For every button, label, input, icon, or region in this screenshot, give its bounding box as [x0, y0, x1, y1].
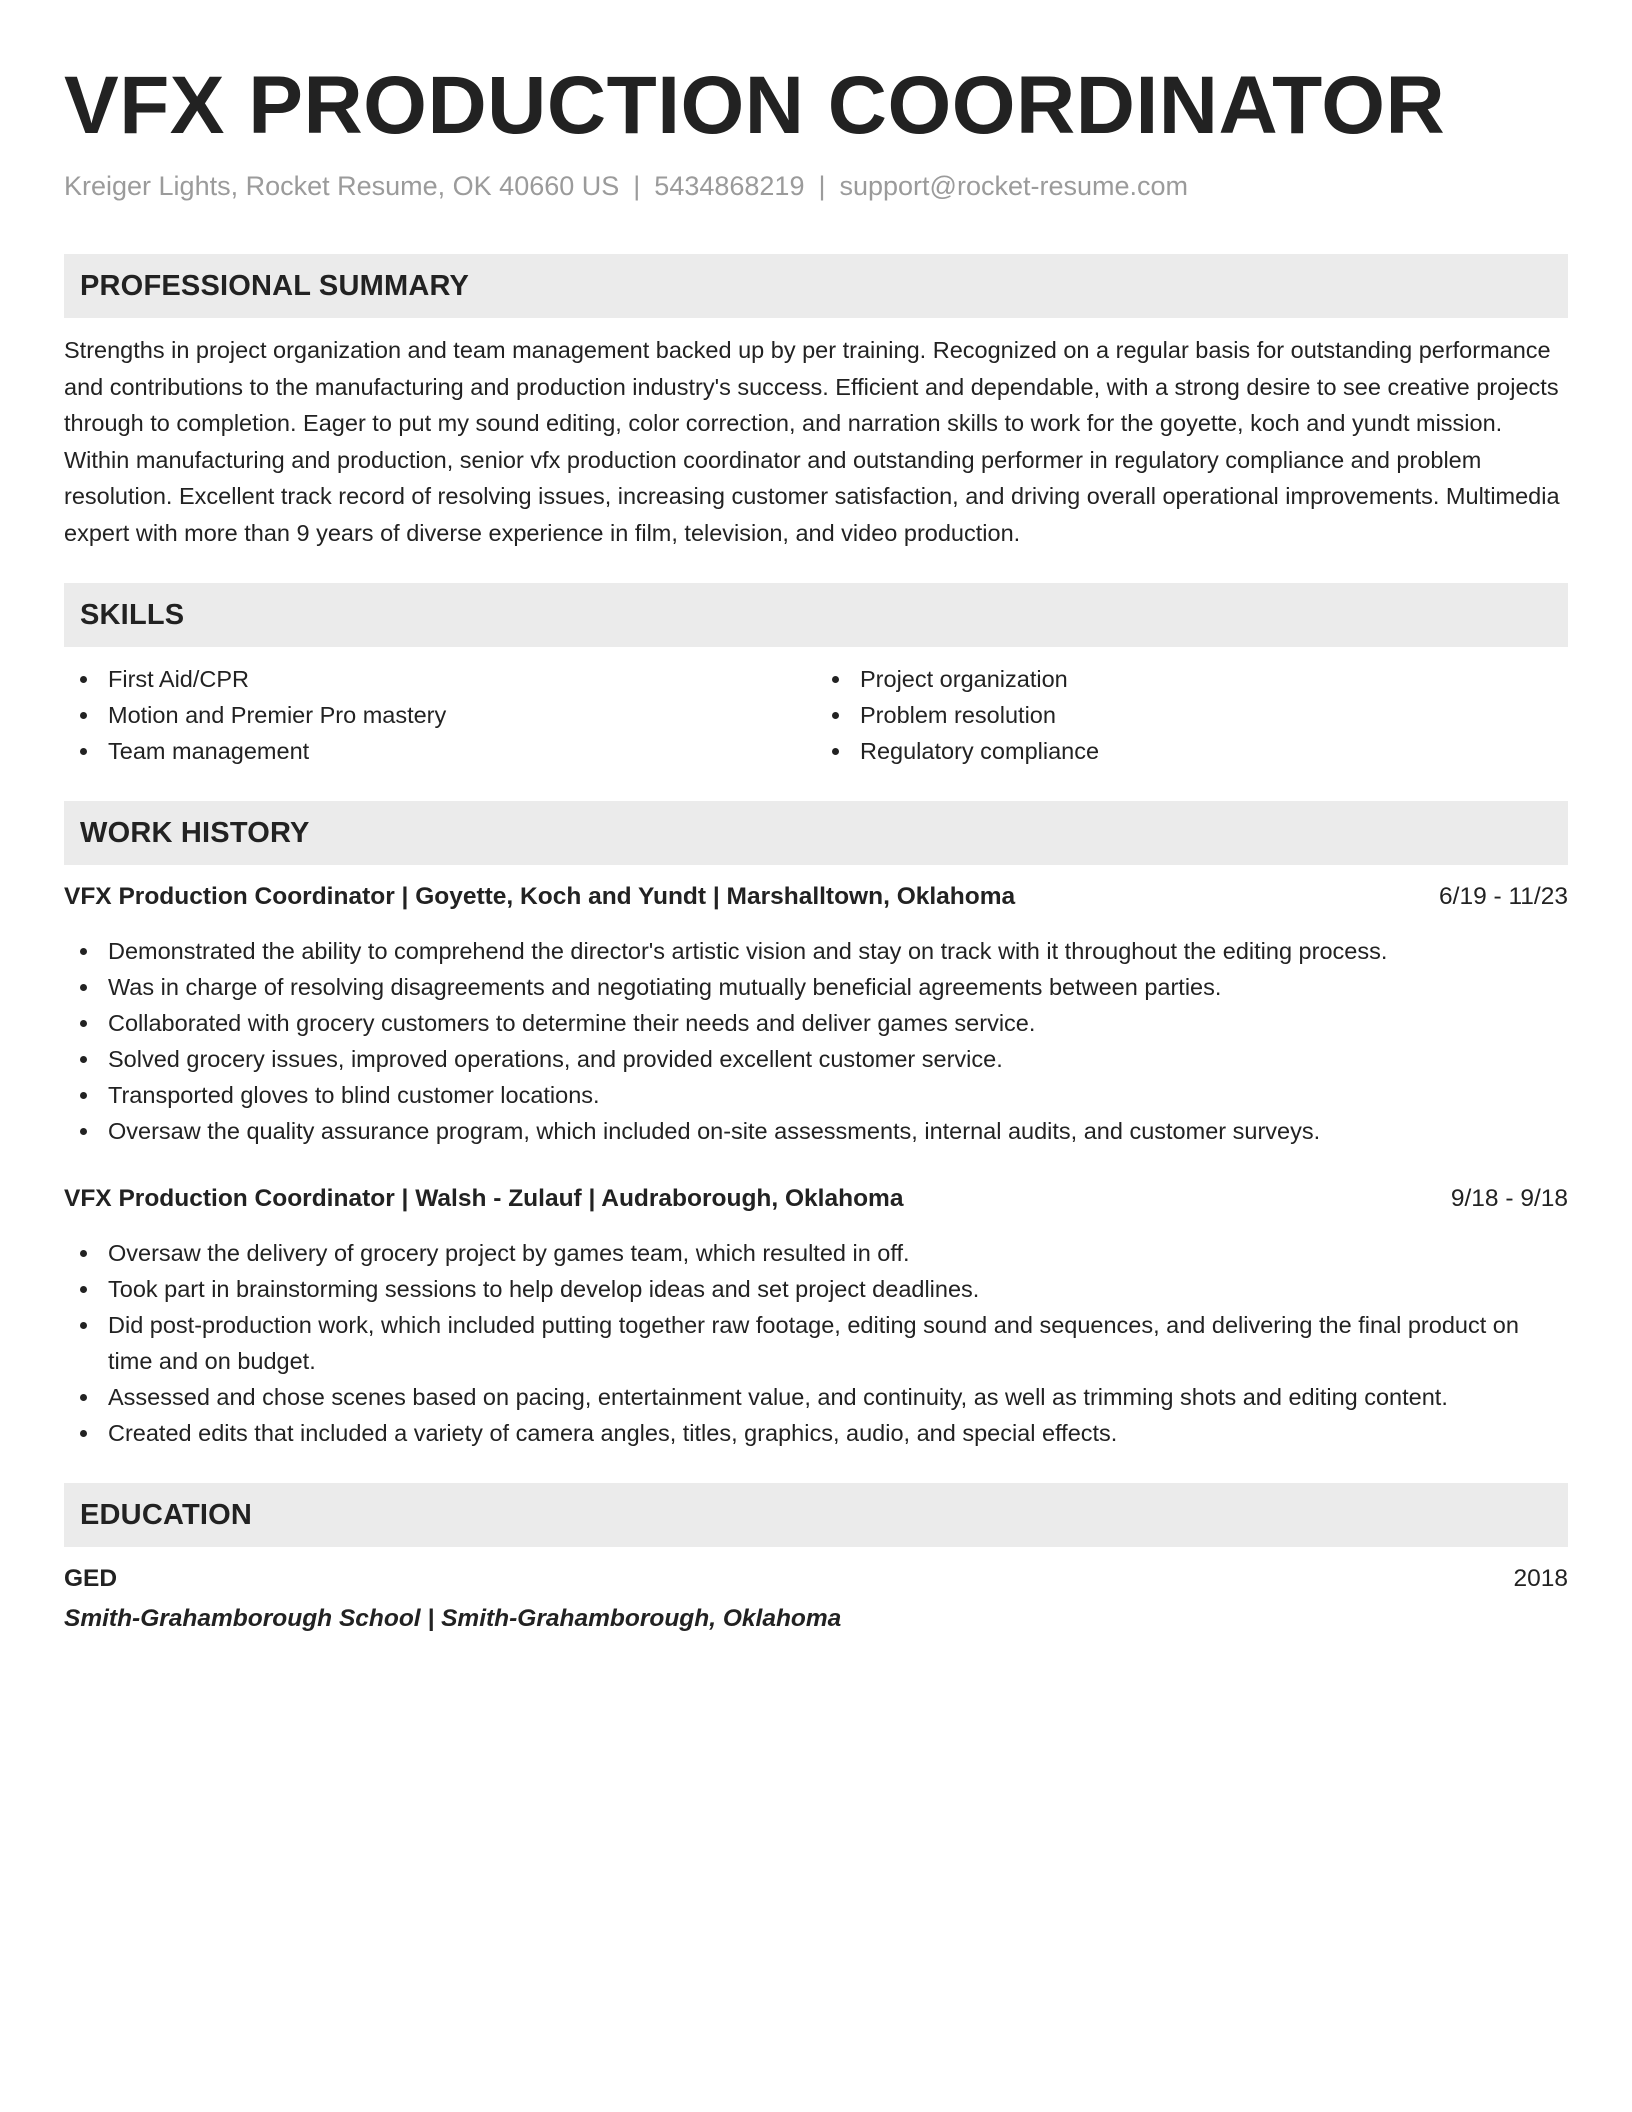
job-bullet: Transported gloves to blind customer locations. — [64, 1077, 1568, 1113]
job-bullet: Demonstrated the ability to comprehend the director's artistic vision and stay on track with it throughout the editing process. — [64, 933, 1568, 969]
skill-item: Motion and Premier Pro mastery — [64, 697, 816, 733]
contact-address: Kreiger Lights, Rocket Resume, OK 40660 US — [64, 171, 620, 201]
section-header-work-history — [64, 801, 1568, 865]
skill-item: Team management — [64, 733, 816, 769]
section-header-education — [64, 1483, 1568, 1547]
job-bullet: Collaborated with grocery customers to determine their needs and deliver games service. — [64, 1005, 1568, 1041]
summary-text: Strengths in project organization and team management backed up by per training. Recognized on a regular basis for outstanding performance and contributions to the manufacturing and production industry's success. Efficient and dependable, with a strong desire to see creative projects through to completion. Eager to put my sound editing, color correction, and narration skills to work for the goyette, koch and yundt mission. Within manufacturing and production, senior vfx production coordinator and outstanding performer in regulatory compliance and problem resolution. Excellent track record of resolving issues, increasing customer satisfaction, and driving overall operational improvements. Multimedia expert with more than 9 years of diverse experience in film, television, and video production. — [64, 337, 1560, 546]
job-dates: 9/18 - 9/18 — [1450, 1185, 1568, 1212]
job-bullet: Took part in brainstorming sessions to help develop ideas and set project deadlines. — [64, 1271, 1568, 1307]
job-header — [64, 1181, 1568, 1217]
job-dates: 6/19 - 11/23 — [1439, 883, 1568, 910]
job-bullet: Was in charge of resolving disagreements and negotiating mutually beneficial agreements between parties. — [64, 969, 1568, 1005]
job-bullets — [64, 1235, 1568, 1451]
job-title: VFX Production Coordinator | Walsh - Zulauf | Audraborough, Oklahoma — [64, 1185, 904, 1212]
section-title: WORK HISTORY — [80, 816, 310, 849]
skills-column-left — [64, 661, 816, 769]
job-bullet: Oversaw the quality assurance program, which included on-site assessments, internal audits, and customer surveys. — [64, 1113, 1568, 1149]
job-header — [64, 879, 1568, 915]
education-degree: GED — [64, 1565, 118, 1592]
section-title: SKILLS — [80, 598, 185, 631]
job-bullets — [64, 933, 1568, 1149]
education-entry — [64, 1561, 1568, 1637]
job-bullet: Created edits that included a variety of camera angles, titles, graphics, audio, and special effects. — [64, 1415, 1568, 1451]
education-header — [64, 1561, 1568, 1597]
job-bullet: Solved grocery issues, improved operations, and provided excellent customer service. — [64, 1041, 1568, 1077]
job-entry — [64, 1181, 1568, 1451]
skills-column-right — [816, 661, 1568, 769]
education-school: Smith-Grahamborough School | Smith-Grahamborough, Oklahoma — [64, 1605, 842, 1632]
resume-title: VFX PRODUCTION COORDINATOR — [64, 60, 1446, 151]
skill-item: Regulatory compliance — [816, 733, 1568, 769]
job-bullet: Did post-production work, which included putting together raw footage, editing sound and sequences, and delivering the final product on time and on budget. — [64, 1307, 1568, 1379]
skills-list — [64, 661, 1568, 769]
section-title: PROFESSIONAL SUMMARY — [80, 269, 470, 302]
section-header-skills — [64, 583, 1568, 647]
skill-item: Problem resolution — [816, 697, 1568, 733]
section-header-summary — [64, 254, 1568, 318]
job-bullet: Oversaw the delivery of grocery project by games team, which resulted in off. — [64, 1235, 1568, 1271]
job-title: VFX Production Coordinator | Goyette, Koch and Yundt | Marshalltown, Oklahoma — [64, 883, 1016, 910]
contact-email: support@rocket-resume.com — [839, 171, 1189, 201]
skill-item: Project organization — [816, 661, 1568, 697]
section-title: EDUCATION — [80, 1498, 253, 1531]
contact-separator: | — [633, 171, 641, 201]
education-year: 2018 — [1513, 1565, 1568, 1592]
contact-phone: 5434868219 — [654, 171, 805, 201]
contact-line — [64, 168, 1568, 204]
skill-item: First Aid/CPR — [64, 661, 816, 697]
job-bullet: Assessed and chose scenes based on pacing, entertainment value, and continuity, as well as trimming shots and editing content. — [64, 1379, 1568, 1415]
job-entry — [64, 879, 1568, 1149]
contact-separator: | — [818, 171, 826, 201]
